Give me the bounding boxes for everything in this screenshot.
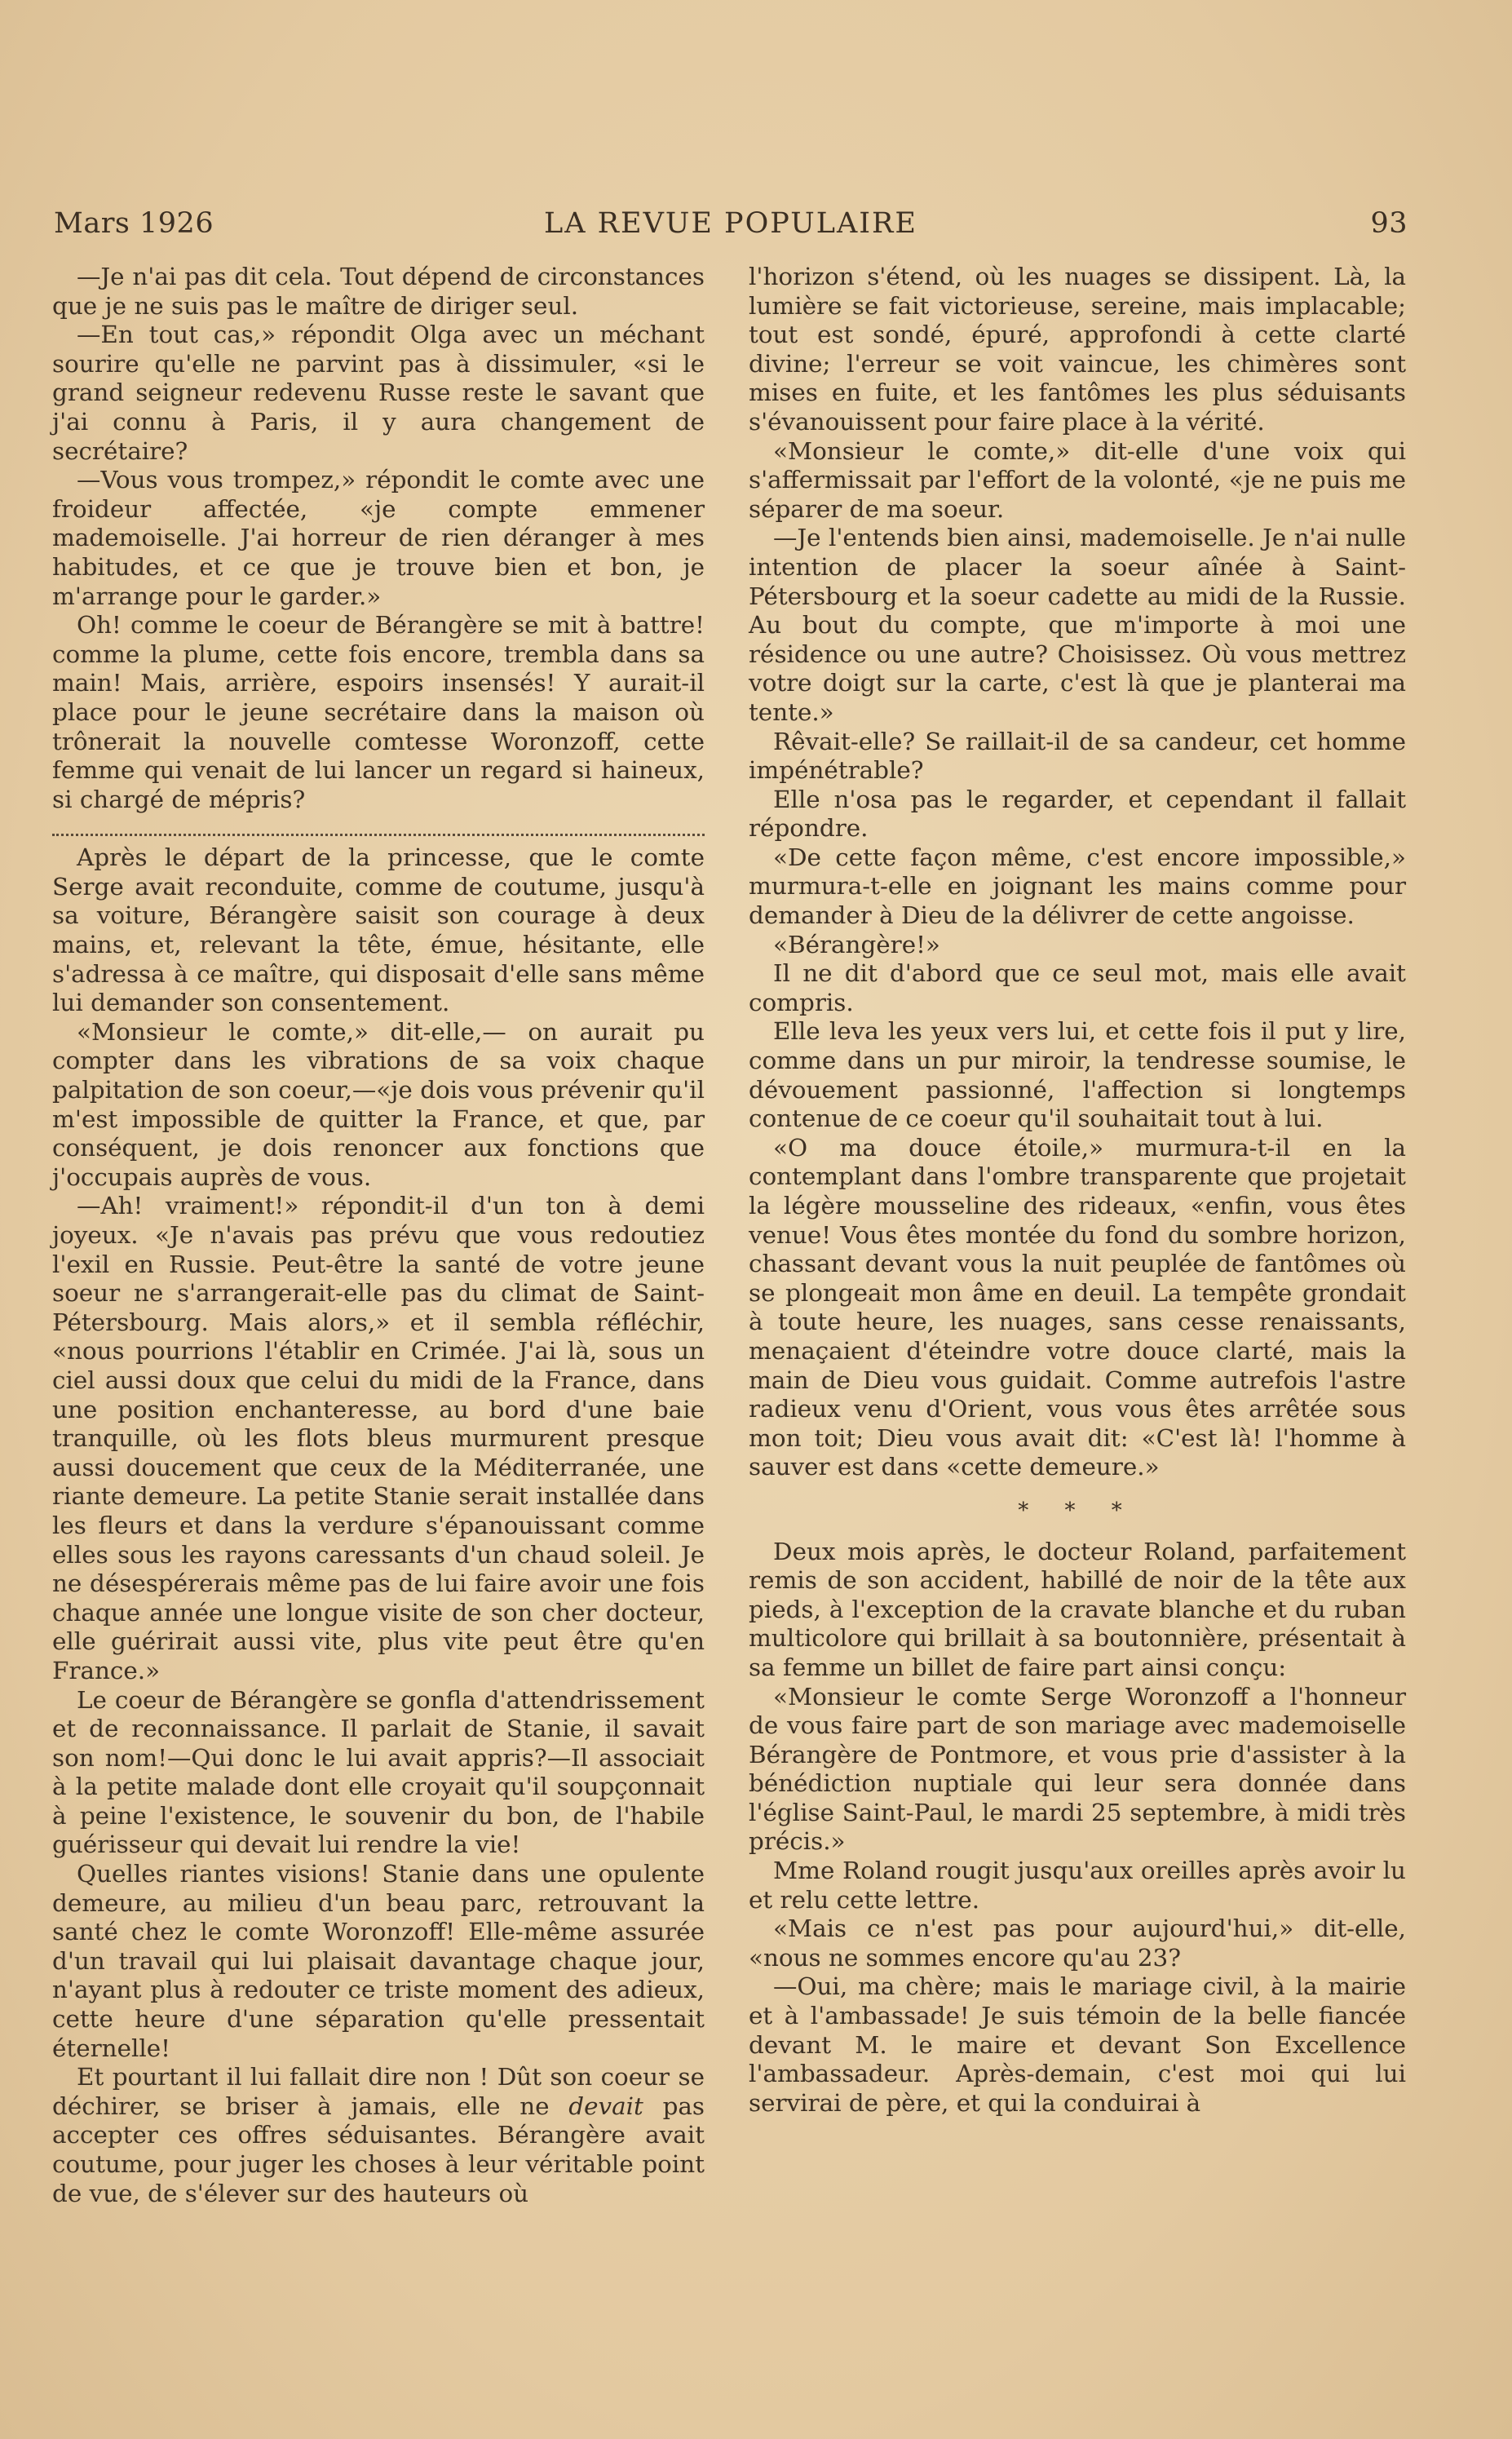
paragraph: Rêvait-elle? Se raillait-il de sa candeur, cet homme impénétrable? xyxy=(749,727,1406,785)
emphasis-text: devait xyxy=(568,2092,643,2120)
page-number: 93 xyxy=(1370,207,1408,240)
paragraph xyxy=(52,2063,705,2208)
paragraph: —Je l'entends bien ainsi, mademoiselle. Je n'ai nulle intention de placer la soeur aînée à Saint-Pétersbourg et la soeur cadette au midi de la Russie. Au bout du compte, que m'importe à moi une résidence ou une autre? Choisissez. Où vous mettrez votre doigt sur la carte, c'est là que je planterai ma tente.» xyxy=(749,524,1406,726)
dotted-separator xyxy=(52,814,705,843)
paragraph: Elle n'osa pas le regarder, et cependant il fallait répondre. xyxy=(749,785,1406,843)
paragraph: «Monsieur le comte,» dit-elle,— on aurait pu compter dans les vibrations de sa voix chaque palpitation de son coeur,—«je dois vous prévenir qu'il m'est impossible de quitter la France, et que, par conséquent, je dois renoncer aux fonctions que j'occupais auprès de vous. xyxy=(52,1017,705,1191)
paragraph: «De cette façon même, c'est encore impossible,» murmura-t-elle en joignant les mains comme pour demander à Dieu de la délivrer de cette angoisse. xyxy=(749,843,1406,930)
section-break-stars: * * * xyxy=(1018,1498,1137,1523)
paragraph: —Oui, ma chère; mais le mariage civil, à la mairie et à l'ambassade! Je suis témoin de la belle fiancée devant M. le maire et devant Son Excellence l'ambassadeur. Après-demain, c'est moi qui lui servirai de père, et qui la conduirai à xyxy=(749,1972,1406,2117)
text-run: pas accepter ces offres séduisantes. Bérangère avait coutume, pour juger les choses à leur véritable point de vue, de s'élever sur des hauteurs où xyxy=(52,2092,705,2207)
paragraph: Après le départ de la princesse, que le comte Serge avait reconduite, comme de coutume, jusqu'à sa voiture, Bérangère saisit son courage à deux mains, et, relevant la tête, émue, hésitante, elle s'adressa à ce maître, qui disposait d'elle sans même lui demander son consentement. xyxy=(52,843,705,1017)
paragraph: «Bérangère!» xyxy=(773,930,940,958)
paragraph: «Mais ce n'est pas pour aujourd'hui,» dit-elle, «nous ne sommes encore qu'au 23? xyxy=(749,1914,1406,1972)
paragraph: Le coeur de Bérangère se gonfla d'attendrissement et de reconnaissance. Il parlait de Stanie, il savait son nom!—Qui donc le lui avait appris?—Il associait à la petite malade dont elle croyait qu'il soupçonnait à peine l'existence, le souvenir du bon, de l'habile guérisseur qui devait lui rendre la vie! xyxy=(52,1685,705,1859)
paragraph: —Vous vous trompez,» répondit le comte avec une froideur affectée, «je compte emmener mademoiselle. J'ai horreur de rien déranger à mes habitudes, et ce que je trouve bien et bon, je m'arrange pour le garder.» xyxy=(52,466,705,610)
publication-title: LA REVUE POPULAIRE xyxy=(544,207,917,240)
paragraph: Elle leva les yeux vers lui, et cette fois il put y lire, comme dans un pur miroir, la tendresse soumise, le dévouement passionné, l'affection si longtemps contenue de ce coeur qu'il souhaitait tout à lui. xyxy=(749,1017,1406,1133)
left-column xyxy=(52,263,705,2208)
page-header xyxy=(54,207,1408,248)
paragraph: Mme Roland rougit jusqu'aux oreilles après avoir lu et relu cette lettre. xyxy=(749,1857,1406,1914)
paragraph: l'horizon s'étend, où les nuages se dissipent. Là, la lumière se fait victorieuse, sereine, mais implacable; tout est sondé, épuré, approfondi à cette clarté divine; l'erreur se voit vaincue, les chimères sont mises en fuite, et les fantômes les plus séduisants s'évanouissent pour faire place à la vérité. xyxy=(749,263,1406,436)
right-column xyxy=(749,263,1406,2118)
paragraph: Deux mois après, le docteur Roland, parfaitement remis de son accident, habillé de noir de la tête aux pieds, à l'exception de la cravate blanche et du ruban multicolore qui brillait à sa boutonnière, présentait à sa femme un billet de faire part ainsi conçu: xyxy=(749,1537,1406,1681)
issue-date: Mars 1926 xyxy=(54,207,214,240)
paragraph: Quelles riantes visions! Stanie dans une opulente demeure, au milieu d'un beau parc, retrouvant la santé chez le comte Woronzoff! Elle-même assurée d'un travail qui lui plaisait davantage chaque jour, n'ayant plus à redouter ce triste moment des adieux, cette heure d'une séparation qu'elle pressentait éternelle! xyxy=(52,1860,705,2062)
paragraph: —Ah! vraiment!» répondit-il d'un ton à demi joyeux. «Je n'avais pas prévu que vous redoutiez l'exil en Russie. Peut-être la santé de votre jeune soeur ne s'arrangerait-elle pas du climat de Saint-Pétersbourg. Mais alors,» et il sembla réfléchir, «nous pourrions l'établir en Crimée. J'ai là, sous un ciel aussi doux que celui du midi de la France, dans une position enchanteresse, au bord d'une baie tranquille, où les flots bleus murmurent presque aussi doucement que ceux de la Méditerranée, une riante demeure. La petite Stanie serait installée dans les fleurs et dans la verdure s'épanouissant comme elles sous les rayons caressants d'un chaud soleil. Je ne désespérerais même pas de lui faire avoir une fois chaque année une longue visite de son cher docteur, elle guérirait aussi vite, plus vite peut être qu'en France.» xyxy=(52,1192,705,1684)
paragraph: Il ne dit d'abord que ce seul mot, mais elle avait compris. xyxy=(749,959,1406,1016)
text-run: Et pourtant il lui fallait dire non ! Dût son coeur se déchirer, se briser à jamais, elle ne xyxy=(52,2063,705,2120)
paragraph: «Monsieur le comte Serge Woronzoff a l'honneur de vous faire part de son mariage avec mademoiselle Bérangère de Pontmore, et vous prie d'assister à la bénédiction nuptiale qui leur sera donnée dans l'église Saint-Paul, le mardi 25 septembre, à midi très précis.» xyxy=(749,1682,1406,1856)
paragraph: —En tout cas,» répondit Olga avec un méchant sourire qu'elle ne parvint pas à dissimuler, «si le grand seigneur redevenu Russe reste le savant que j'ai connu à Paris, il y aura changement de secrétaire? xyxy=(52,321,705,465)
paragraph: Oh! comme le coeur de Bérangère se mit à battre! comme la plume, cette fois encore, trembla dans sa main! Mais, arrière, espoirs insensés! Y aurait-il place pour le jeune secrétaire dans la maison où trônerait la nouvelle comtesse Woronzoff, cette femme qui venait de lui lancer un regard si haineux, si chargé de mépris? xyxy=(52,611,705,813)
paragraph: «Monsieur le comte,» dit-elle d'une voix qui s'affermissait par l'effort de la volonté, «je ne puis me séparer de ma soeur. xyxy=(749,436,1406,523)
paragraph: «O ma douce étoile,» murmura-t-il en la contemplant dans l'ombre transparente que projetait la légère mousseline des rideaux, «enfin, vous êtes venue! Vous êtes montée du fond du sombre horizon, chassant devant vous la nuit peuplée de fantômes où se plongeait mon âme en deuil. La tempête grondait à toute heure, les nuages, sans cesse renaissants, menaçaient d'éteindre votre douce clarté, mais la main de Dieu vous guidait. Comme autrefois l'astre radieux venu d'Orient, vous vous êtes arrêtée sous mon toit; Dieu vous avait dit: «C'est là! l'homme à sauver est dans «cette demeure.» xyxy=(749,1133,1406,1481)
paragraph: —Je n'ai pas dit cela. Tout dépend de circonstances que je ne suis pas le maître de diriger seul. xyxy=(52,263,705,320)
